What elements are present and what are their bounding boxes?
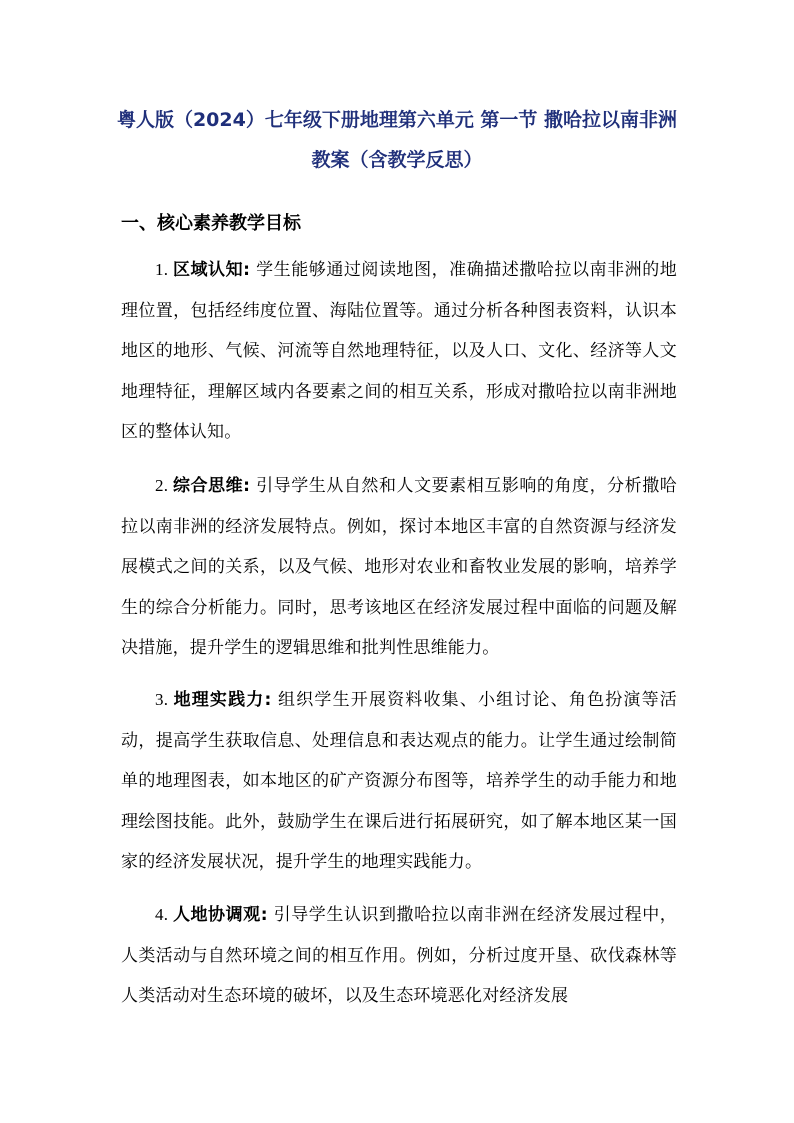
document-title-line2: 教案（含教学反思） [311, 149, 483, 171]
objective-paragraph-4 [121, 895, 677, 1017]
objective-paragraph-3 [121, 680, 677, 883]
item-number: 3. [155, 690, 174, 709]
item-label: 综合思维: [172, 476, 251, 496]
item-text: 引导学生认识到撒哈拉以南非洲在经济发展过程中，人类活动与自然环境之间的相互作用。例如，分析过度开垦、砍伐森林等人类活动对生态环境的破坏，以及生态环境恶化对经济发展 [121, 905, 678, 1006]
item-number: 1. [155, 260, 173, 279]
item-text: 引导学生从自然和人文要素相互影响的角度，分析撒哈拉以南非洲的经济发展特点。例如，探讨本地区丰富的自然资源与经济发展模式之间的关系，以及气候、地形对农业和畜牧业发展的影响，培养学生的综合分析能力。同时，思考该地区在经济发展过程中面临的问题及解决措施，提升学生的逻辑思维和批判性思维能力。 [121, 476, 677, 658]
item-number: 2. [155, 476, 173, 495]
item-text: 学生能够通过阅读地图，准确描述撒哈拉以南非洲的地理位置，包括经纬度位置、海陆位置等。通过分析各种图表资料，认识本地区的地形、气候、河流等自然地理特征，以及人口、文化、经济等人文地理特征，理解区域内各要素之间的相互关系，形成对撒哈拉以南非洲地区的整体认知。 [121, 260, 677, 442]
item-label: 区域认知: [172, 260, 251, 280]
objective-paragraph-2 [121, 466, 677, 669]
item-label: 人地协调观: [172, 905, 268, 925]
item-number: 4. [155, 905, 173, 924]
document-title-line1: 粤人版（2024）七年级下册地理第六单元 第一节 撒哈拉以南非洲 [116, 109, 678, 131]
item-text: 组织学生开展资料收集、小组讨论、角色扮演等活动，提高学生获取信息、处理信息和表达观点的能力。让学生通过绘制简单的地理图表，如本地区的矿产资源分布图等，培养学生的动手能力和地理绘图技能。此外，鼓励学生在课后进行拓展研究，如了解本地区某一国家的经济发展状况，提升学生的地理实践能力。 [121, 690, 677, 872]
item-label: 地理实践力: [173, 690, 272, 710]
objective-paragraph-1 [121, 250, 677, 453]
section-heading: 一、核心素养教学目标 [121, 213, 301, 234]
